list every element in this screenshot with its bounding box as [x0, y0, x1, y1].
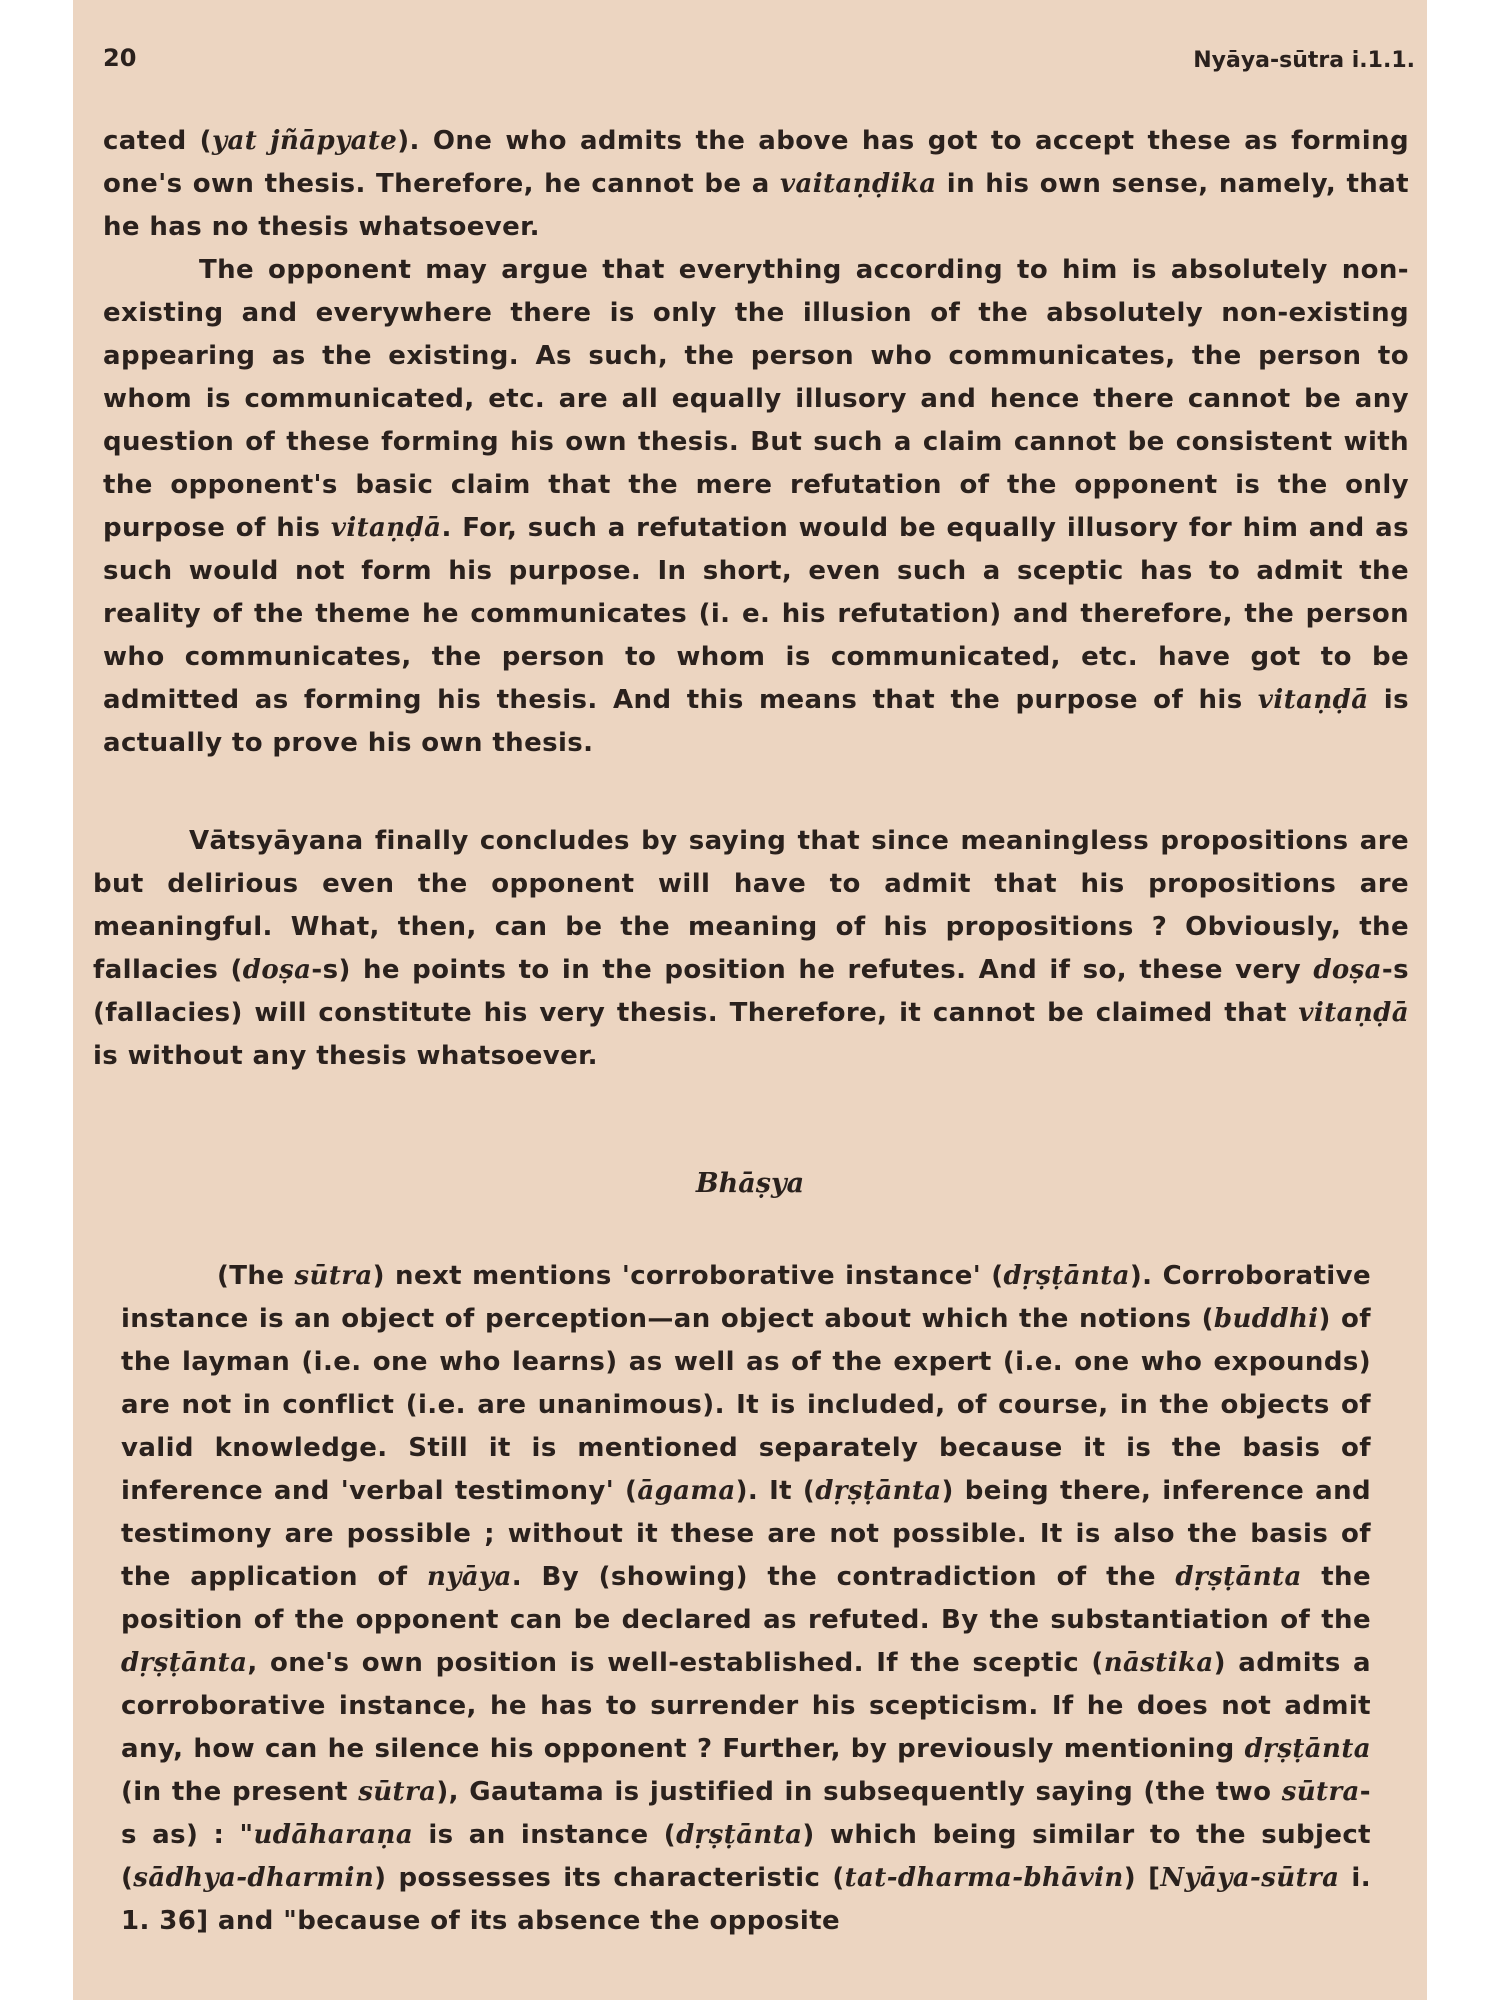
- text-block-upper: [103, 120, 1409, 765]
- paragraph-drstanta: (The sūtra) next mentions 'corroborative instance' (dṛṣṭānta). Corroborative instance is an object of perception—an object about which the notions (buddhi) of the layman (i.e. one who learns) as well as of the expert (i.e. one who expounds) are not in conflict (i.e. are unanimous). It is included, of course, in the objects of valid knowledge. Still it is mentioned separately because it is the basis of inference and 'verbal testimony' (āgama). It (dṛṣṭānta) being there, inference and testimony are possible ; without it these are not possible. It is also the basis of the application of nyāya. By (showing) the contradiction of the dṛṣṭānta the position of the opponent can be declared as refuted. By the substantiation of the dṛṣṭānta, one's own position is well-established. If the sceptic (nāstika) admits a corroborative instance, he has to surrender his scepticism. If he does not admit any, how can he silence his opponent ? Further, by previously mentioning dṛṣṭānta (in the present sūtra), Gautama is justified in subsequently saying (the two sūtra-s as) : "udāharaṇa is an instance (dṛṣṭānta) which being similar to the subject (sādhya-dharmin) possesses its characteristic (tat-dharma-bhāvin) [Nyāya-sūtra i. 1. 36] and "because of its absence the opposite: [121, 1261, 1371, 1936]
- paragraph-continuation: cated (yat jñāpyate). One who admits the above has got to accept these as forming one's own thesis. Therefore, he cannot be a vaitaṇḍika in his own sense, namely, that he has no thesis whatsoever.: [103, 126, 1409, 242]
- paragraph-vatsyayana-conclusion: Vātsyāyana finally concludes by saying that since meaningless propositions are but delirious even the opponent will have to admit that his propositions are meaningful. What, then, can be the meaning of his propositions ? Obviously, the fallacies (doṣa-s) he points to in the position he refutes. And if so, these very doṣa-s (fallacies) will constitute his very thesis. Therefore, it cannot be claimed that vitaṇḍā is without any thesis whatsoever.: [93, 826, 1409, 1071]
- running-title: Nyāya-sūtra i.1.1.: [1193, 48, 1415, 73]
- page-number: 20: [103, 44, 137, 72]
- paragraph-opponent-argument: The opponent may argue that everything according to him is absolutely non-existing and everywhere there is only the illusion of the absolutely non-existing appearing as the existing. As such, the person who communicates, the person to whom is communicated, etc. are all equally illusory and hence there cannot be any question of these forming his own thesis. But such a claim cannot be consistent with the opponent's basic claim that the mere refutation of the opponent is the only purpose of his vitaṇḍā. For, such a refutation would be equally illusory for him and as such would not form his purpose. In short, even such a sceptic has to admit the reality of the theme he communicates (i. e. his refutation) and therefore, the person who communicates, the person to whom is communicated, etc. have got to be admitted as forming his thesis. And this means that the purpose of his vitaṇḍā is actually to prove his own thesis.: [103, 255, 1409, 758]
- section-heading-bhasya: Bhāṣya: [695, 1168, 805, 1199]
- book-page: [73, 0, 1427, 2000]
- text-block-bhasya: [121, 1255, 1371, 1943]
- text-block-middle: [93, 820, 1409, 1078]
